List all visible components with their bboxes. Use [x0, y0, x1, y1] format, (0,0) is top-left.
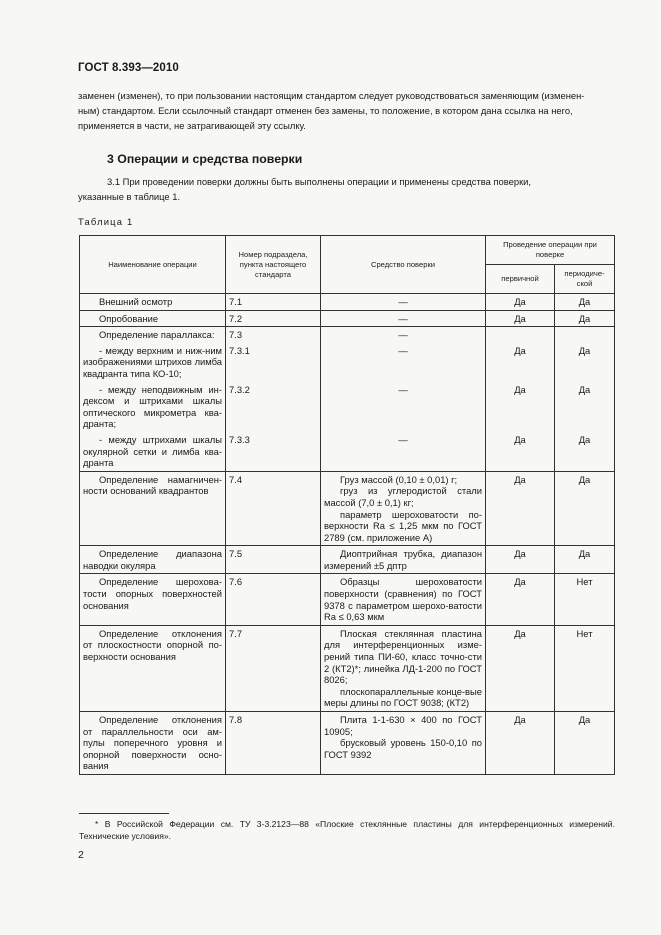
- cell-number: 7.5: [226, 546, 321, 574]
- cell-means: [321, 471, 486, 546]
- table-row: [80, 712, 615, 775]
- section-para-line: 3.1 При проведении поверки должны быть выполнены операции и применены средства поверки,: [107, 176, 532, 187]
- cell-number: 7.3.3: [226, 432, 321, 471]
- table-row: [80, 343, 615, 382]
- cell-name: - между штрихами шкалы окулярной сетки и лимба ква-дранта: [83, 433, 222, 469]
- cell-number: 7.1: [226, 294, 321, 311]
- header-periodic: периодиче-ской: [555, 265, 615, 294]
- means-line: Груз массой (0,10 ± 0,01) г;: [340, 473, 458, 485]
- cell-name: Внешний осмотр: [99, 296, 173, 307]
- intro-line: применяется в части, не затрагивающей эту ссылку.: [78, 120, 306, 131]
- cell-name: - между верхним и ниж-ним изображениями штрихов лимба квадранта типа КО-10;: [83, 344, 222, 379]
- table-row: [80, 574, 615, 625]
- document-header: ГОСТ 8.393—2010: [78, 62, 179, 74]
- header-verification-means: Средство поверки: [321, 236, 486, 294]
- header-operation-name: Наименование операции: [80, 236, 226, 294]
- means-line: параметр шероховатости по-верхности Ra ≤ 1,25 мкм по ГОСТ 2789 (см. приложение А): [324, 508, 482, 543]
- intro-paragraph: [78, 88, 614, 133]
- cell-primary: Да: [486, 432, 555, 471]
- cell-name: Определение намагничен-ности оснований квадрантов: [83, 473, 222, 497]
- cell-periodic: Да: [555, 712, 615, 775]
- means-line: Образцы шероховатости поверхности (сравнения) по ГОСТ 9378 с параметром шерохо-ватости Ra ≤ 0,63 мкм: [324, 576, 482, 623]
- footnote-divider: [79, 813, 169, 814]
- cell-primary: Да: [486, 574, 555, 625]
- table-row: [80, 471, 615, 546]
- cell-periodic: Нет: [555, 574, 615, 625]
- cell-means: —: [321, 310, 486, 327]
- cell-primary: Да: [486, 546, 555, 574]
- section-title: 3 Операции и средства поверки: [107, 152, 303, 166]
- table-row: [80, 310, 615, 327]
- cell-primary: Да: [486, 310, 555, 327]
- cell-means: [321, 574, 486, 625]
- cell-periodic: Да: [555, 310, 615, 327]
- cell-means: —: [321, 382, 486, 432]
- cell-primary: Да: [486, 625, 555, 711]
- cell-name: - между неподвижным ин-дексом и штрихами шкалы оптического микрометра ква-дранта;: [83, 383, 222, 430]
- cell-means: [321, 712, 486, 775]
- cell-means: [321, 625, 486, 711]
- cell-primary: Да: [486, 712, 555, 775]
- cell-number: 7.3.1: [226, 343, 321, 382]
- section-para-line: указанные в таблице 1.: [78, 191, 181, 202]
- cell-means: —: [321, 294, 486, 311]
- cell-number: 7.6: [226, 574, 321, 625]
- page-number: 2: [78, 849, 84, 861]
- table-row: [80, 294, 615, 311]
- cell-periodic: Нет: [555, 625, 615, 711]
- cell-number: 7.2: [226, 310, 321, 327]
- cell-periodic: Да: [555, 343, 615, 382]
- footnote: [79, 818, 615, 842]
- cell-primary: Да: [486, 294, 555, 311]
- cell-name: Опробование: [99, 312, 159, 324]
- table-caption: Таблица 1: [78, 216, 134, 227]
- cell-means: —: [321, 343, 486, 382]
- means-line: Плоская стеклянная пластина для интерференционных изме-рений типа ПИ-60, класс точно-сти 2 (КТ2)*; линейка ЛД-1-200 по ГОСТ 8026;: [324, 627, 482, 686]
- means-line: груз из углеродистой стали массой (7,0 ± 0,1) кг;: [324, 485, 482, 508]
- cell-periodic: Да: [555, 382, 615, 432]
- cell-primary: Да: [486, 382, 555, 432]
- means-line: Диоптрийная трубка, диапазон измерений ±5 дптр: [324, 548, 482, 571]
- cell-means: —: [321, 432, 486, 471]
- cell-means: [321, 546, 486, 574]
- cell-name: Определение шероховa-тости опорных поверхностей основания: [83, 576, 222, 611]
- intro-line: ным) стандартом. Если ссылочный стандарт отменен без замены, то положение, в котором дана ссылка на него,: [78, 105, 573, 116]
- operations-table: [79, 235, 615, 775]
- cell-number: 7.8: [226, 712, 321, 775]
- cell-number: 7.3.2: [226, 382, 321, 432]
- cell-name: Определение отклонения от плоскостности опорной по-верхности основания: [83, 627, 222, 663]
- intro-line: заменен (изменен), то при пользовании настоящим стандартом следует руководствоваться заменяющим (изменен-: [78, 90, 585, 101]
- table-row: [80, 625, 615, 711]
- table-row: [80, 327, 615, 343]
- cell-number: 7.4: [226, 471, 321, 546]
- section-paragraph: [78, 174, 614, 204]
- cell-periodic: Да: [555, 471, 615, 546]
- cell-primary: [486, 327, 555, 343]
- table-row: [80, 432, 615, 471]
- cell-periodic: Да: [555, 294, 615, 311]
- cell-number: 7.7: [226, 625, 321, 711]
- cell-number: 7.3: [226, 327, 321, 343]
- means-line: брусковый уровень 150-0,10 по ГОСТ 9392: [324, 737, 482, 760]
- cell-name: Определение отклонения от параллельности оси ам-пулы поперечного уровня и опорной поверхности осно-вания: [83, 714, 222, 772]
- footnote-text: * В Российской Федерации см. ТУ 3-3.2123—88 «Плоские стеклянные пластины для интерференционных измерений. Технические условия».: [79, 819, 615, 841]
- header-section-number: Номер подраздела, пункта настоящего стандарта: [226, 236, 321, 294]
- cell-periodic: Да: [555, 432, 615, 471]
- means-line: плоскопараллельные конце-вые меры длины по ГОСТ 9038; (КТ2): [324, 685, 482, 709]
- cell-periodic: Да: [555, 546, 615, 574]
- table-row: [80, 382, 615, 432]
- cell-name: Определение параллакса:: [99, 329, 215, 341]
- cell-primary: Да: [486, 471, 555, 546]
- cell-primary: Да: [486, 343, 555, 382]
- means-line: Плита 1-1-630 × 400 по ГОСТ 10905;: [324, 714, 482, 737]
- header-conduct: Проведение операции при поверке: [486, 236, 615, 265]
- cell-periodic: [555, 327, 615, 343]
- table-row: [80, 546, 615, 574]
- cell-name: Определение диапазона наводки окуляра: [83, 548, 222, 571]
- cell-means: —: [321, 327, 486, 343]
- header-primary: первичной: [486, 265, 555, 294]
